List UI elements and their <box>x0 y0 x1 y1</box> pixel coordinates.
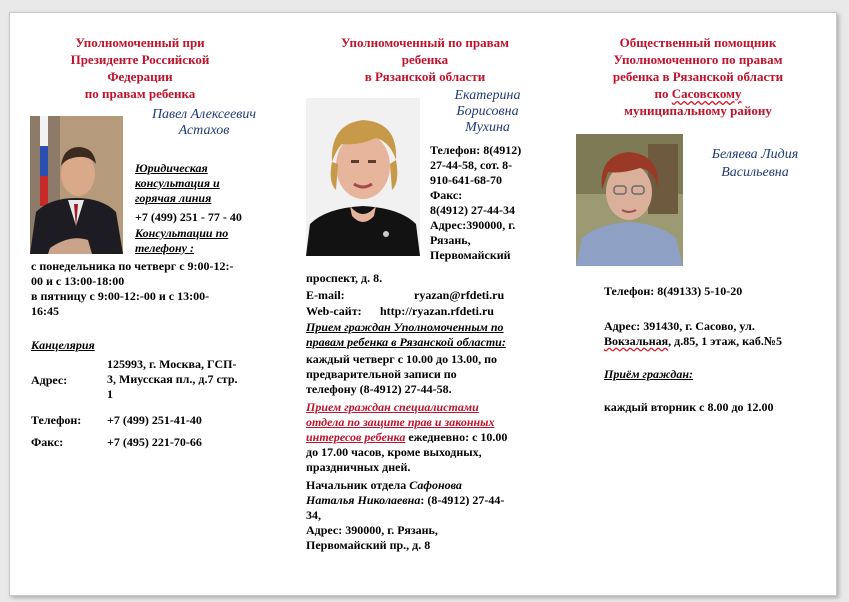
col1-phone-label: Телефон: <box>31 413 82 427</box>
col2-heading: Уполномоченный по правам ребенка в Рязанской области <box>341 35 509 84</box>
col1-address-label: Адрес: <box>31 373 68 387</box>
col1-name: Павел Алексеевич Астахов <box>151 107 257 138</box>
astakhov-photo <box>30 116 123 254</box>
col1-fax-label: Факс: <box>31 435 64 449</box>
col1-phone-value: +7 (499) 251-41-40 <box>107 413 202 427</box>
col2-email-label: E-mail: <box>306 288 345 302</box>
col1-consult-title: Консультации по телефону : <box>135 226 229 255</box>
col2-reception-title: Прием граждан Уполномоченным по правам ребенка в Рязанской области: <box>306 320 506 349</box>
col1-legal-title: Юридическая консультация и горячая линия <box>135 161 220 205</box>
col2-email-link[interactable]: ryazan@rfdeti.ru <box>414 288 505 302</box>
col3-reception-title: Приём граждан: <box>604 367 694 381</box>
col2-name: Екатерина Борисовна Мухина <box>454 88 521 135</box>
col2-web-label: Web-сайт: <box>306 304 362 318</box>
col1-hotline-phone: +7 (499) 251 - 77 - 40 <box>135 210 242 224</box>
col2-contacts: Телефон: 8(4912) 27-44-58, сот. 8- 910-641-68-70 Факс: 8(4912) 27-44-34 Адрес:390000, г. Рязань, Первомайский <box>430 143 522 262</box>
col3-heading: Общественный помощник Уполномоченного по правам ребенка в Рязанской области по Сасовскому муниципальному району <box>612 35 784 118</box>
col2-department-head: Начальник отдела Сафонова Наталья Николаевна: (8-4912) 27-44- 34, Адрес: 390000, г. Рязань, Первомайский пр., д. 8 <box>306 478 505 552</box>
col3-phone: Телефон: 8(49133) 5-10-20 <box>604 284 743 298</box>
col3-reception-value: каждый вторник с 8.00 до 12.00 <box>604 400 774 414</box>
belyaeva-photo <box>576 134 683 266</box>
col3-name: Беляева Лидия Васильевна <box>711 147 799 180</box>
col2-web-link[interactable]: http://ryazan.rfdeti.ru <box>380 304 494 318</box>
col1-schedule: с понедельника по четверг с 9:00-12:- 00 и с 13:00-18:00 в пятницу с 9:00-12:-00 и с 13:00- 16:45 <box>31 259 234 318</box>
col2-specialists: Прием граждан специалистами отдела по защите прав и законных интересов ребенка ежедневно: с 10.00 до 17.00 часов, кроме выходных, праздничных дней. <box>306 400 508 474</box>
col2-contact-full-line: проспект, д. 8. <box>306 271 383 285</box>
col1-office-title: Канцелярия <box>31 338 95 352</box>
col3-address: Адрес: 391430, г. Сасово, ул. Вокзальная, д.85, 1 этаж, каб.№5 <box>604 319 782 348</box>
col1-address-value: 125993, г. Москва, ГСП- 3, Миусская пл., д.7 стр. 1 <box>107 357 238 401</box>
col1-fax-value: +7 (495) 221-70-66 <box>107 435 202 449</box>
mukhina-photo <box>306 98 420 256</box>
col1-heading: Уполномоченный при Президенте Российской Федерации по правам ребенка <box>70 35 210 101</box>
col2-reception-schedule: каждый четверг с 10.00 до 13.00, по предварительной записи по телефону (8-4912) 27-44-58. <box>306 352 498 396</box>
